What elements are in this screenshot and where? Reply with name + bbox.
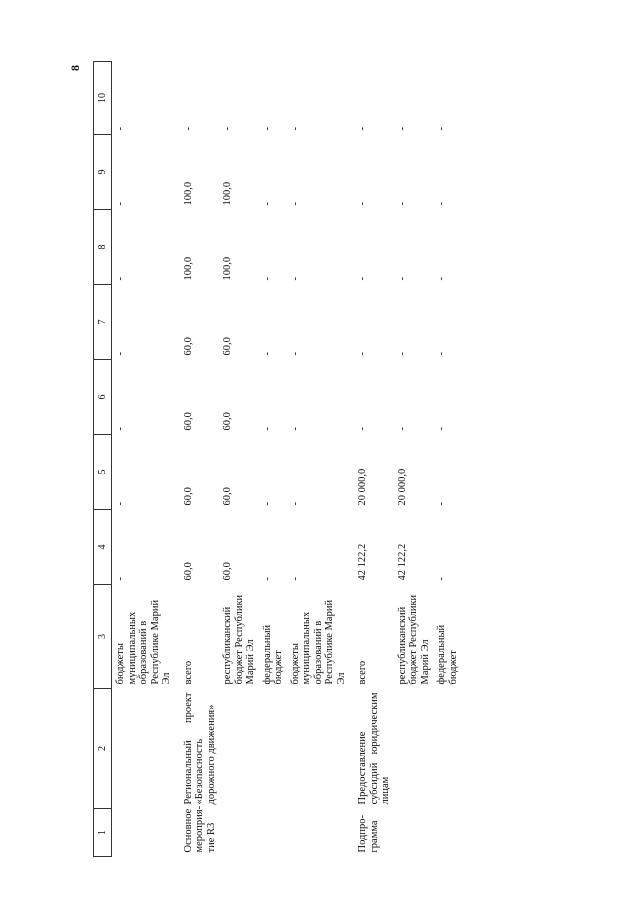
column-header-1: 1 xyxy=(94,809,112,857)
funding-source-cell: республиканский бюджет Республики Марий Эл xyxy=(396,594,431,685)
value-cell-col9: 100,0 xyxy=(182,181,194,206)
value-cell-col10: - xyxy=(222,127,233,131)
value-cell-col4: - xyxy=(115,577,126,581)
value-cell-col10: - xyxy=(436,127,447,131)
item-name-cell xyxy=(394,689,434,809)
table-row xyxy=(219,62,259,857)
value-cell-col7: - xyxy=(115,352,126,356)
value-cell-col4: - xyxy=(289,577,301,581)
value-cell-col6: - xyxy=(396,427,408,431)
value-cell-col5: - xyxy=(289,502,301,506)
value-cell-col8: - xyxy=(289,277,301,281)
funding-source-cell: всего xyxy=(182,660,194,685)
value-cell-col6: - xyxy=(261,427,273,431)
value-cell-col9: - xyxy=(396,202,408,206)
value-cell-col7: - xyxy=(436,352,447,356)
table-row xyxy=(287,62,350,857)
value-cell-col6: 60,0 xyxy=(222,412,233,431)
value-cell-col6: - xyxy=(357,427,368,431)
table-row xyxy=(175,62,220,857)
value-cell-col5: 60,0 xyxy=(222,487,233,506)
value-cell-col5: - xyxy=(115,502,126,506)
value-cell-col8: - xyxy=(436,277,447,281)
value-cell-col9: - xyxy=(115,202,126,206)
item-type-cell xyxy=(433,809,461,857)
value-cell-col9: - xyxy=(357,202,368,206)
value-cell-col6: - xyxy=(436,427,447,431)
item-type-cell xyxy=(259,809,287,857)
column-header-4: 4 xyxy=(94,510,112,585)
column-header-9: 9 xyxy=(94,135,112,210)
value-cell-col10: - xyxy=(357,127,368,131)
value-cell-col5: - xyxy=(436,502,447,506)
item-name-cell xyxy=(175,689,220,809)
value-cell-col6: - xyxy=(289,427,301,431)
value-cell-col7: - xyxy=(261,352,273,356)
item-type-cell xyxy=(219,809,259,857)
column-header-10: 10 xyxy=(94,62,112,135)
column-header-row xyxy=(94,62,112,857)
table-row xyxy=(349,62,394,857)
column-header-7: 7 xyxy=(94,285,112,360)
value-cell-col5: 20 000,0 xyxy=(357,468,368,506)
column-header-6: 6 xyxy=(94,360,112,435)
item-name-text: Предоставление субсидий юридическим лицам xyxy=(357,692,391,805)
table-body xyxy=(112,62,462,857)
value-cell-col9: - xyxy=(436,202,447,206)
item-name-cell xyxy=(349,689,394,809)
table-row xyxy=(433,62,461,857)
value-cell-col10: - xyxy=(396,127,408,131)
value-cell-col5: 60,0 xyxy=(182,487,194,506)
value-cell-col6: - xyxy=(115,427,126,431)
item-type-cell: Основное мероприя-тие R3 xyxy=(182,805,217,853)
column-header-8: 8 xyxy=(94,210,112,285)
page-number: 8 xyxy=(68,65,82,71)
item-name-text: Региональный проект «Безопасность дорожного движения» xyxy=(182,692,217,805)
value-cell-col10: - xyxy=(182,127,194,131)
funding-source-cell: бюджеты муниципальных образований в Республике Марий Эл xyxy=(115,599,172,685)
item-type-cell xyxy=(394,809,434,857)
table-row xyxy=(259,62,287,857)
value-cell-col5: 20 000,0 xyxy=(396,468,408,506)
value-cell-col4: 42 122,2 xyxy=(357,543,368,581)
value-cell-col4: 60,0 xyxy=(222,562,233,581)
value-cell-col8: - xyxy=(357,277,368,281)
value-cell-col8: 100,0 xyxy=(222,256,233,281)
value-cell-col7: 60,0 xyxy=(222,337,233,356)
funding-source-cell: всего xyxy=(357,660,368,685)
value-cell-col10: - xyxy=(289,127,301,131)
funding-source-cell: республиканский бюджет Республики Марий Эл xyxy=(222,594,256,685)
value-cell-col4: - xyxy=(261,577,273,581)
value-cell-col8: - xyxy=(115,277,126,281)
budget-table xyxy=(93,61,461,857)
value-cell-col7: - xyxy=(396,352,408,356)
item-type-cell xyxy=(112,809,175,857)
table-header xyxy=(94,62,112,857)
value-cell-col7: - xyxy=(289,352,301,356)
value-cell-col9: - xyxy=(261,202,273,206)
funding-source-cell: федеральный бюджет xyxy=(261,624,284,685)
value-cell-col10: - xyxy=(115,127,126,131)
table-row xyxy=(394,62,434,857)
value-cell-col10: - xyxy=(261,127,273,131)
value-cell-col7: - xyxy=(357,352,368,356)
funding-source-cell: федеральный бюджет xyxy=(436,624,459,685)
value-cell-col8: - xyxy=(396,277,408,281)
value-cell-col4: 60,0 xyxy=(182,562,194,581)
item-type-cell xyxy=(287,809,350,857)
item-type-cell: Подпро-грамма xyxy=(357,815,380,853)
value-cell-col5: - xyxy=(261,502,273,506)
item-name-cell xyxy=(112,689,175,809)
funding-source-cell: бюджеты муниципальных образований в Республике Марий Эл xyxy=(289,599,347,685)
value-cell-col6: 60,0 xyxy=(182,412,194,431)
item-name-cell xyxy=(259,689,287,809)
item-name-cell xyxy=(433,689,461,809)
item-name-cell xyxy=(219,689,259,809)
value-cell-col8: - xyxy=(261,277,273,281)
value-cell-col9: 100,0 xyxy=(222,181,233,206)
column-header-5: 5 xyxy=(94,435,112,510)
value-cell-col9: - xyxy=(289,202,301,206)
item-name-cell xyxy=(287,689,350,809)
column-header-3: 3 xyxy=(94,585,112,689)
column-header-2: 2 xyxy=(94,689,112,809)
value-cell-col4: 42 122,2 xyxy=(396,543,408,581)
value-cell-col8: 100,0 xyxy=(182,256,194,281)
table-row xyxy=(112,62,175,857)
value-cell-col4: - xyxy=(436,577,447,581)
value-cell-col7: 60,0 xyxy=(182,337,194,356)
